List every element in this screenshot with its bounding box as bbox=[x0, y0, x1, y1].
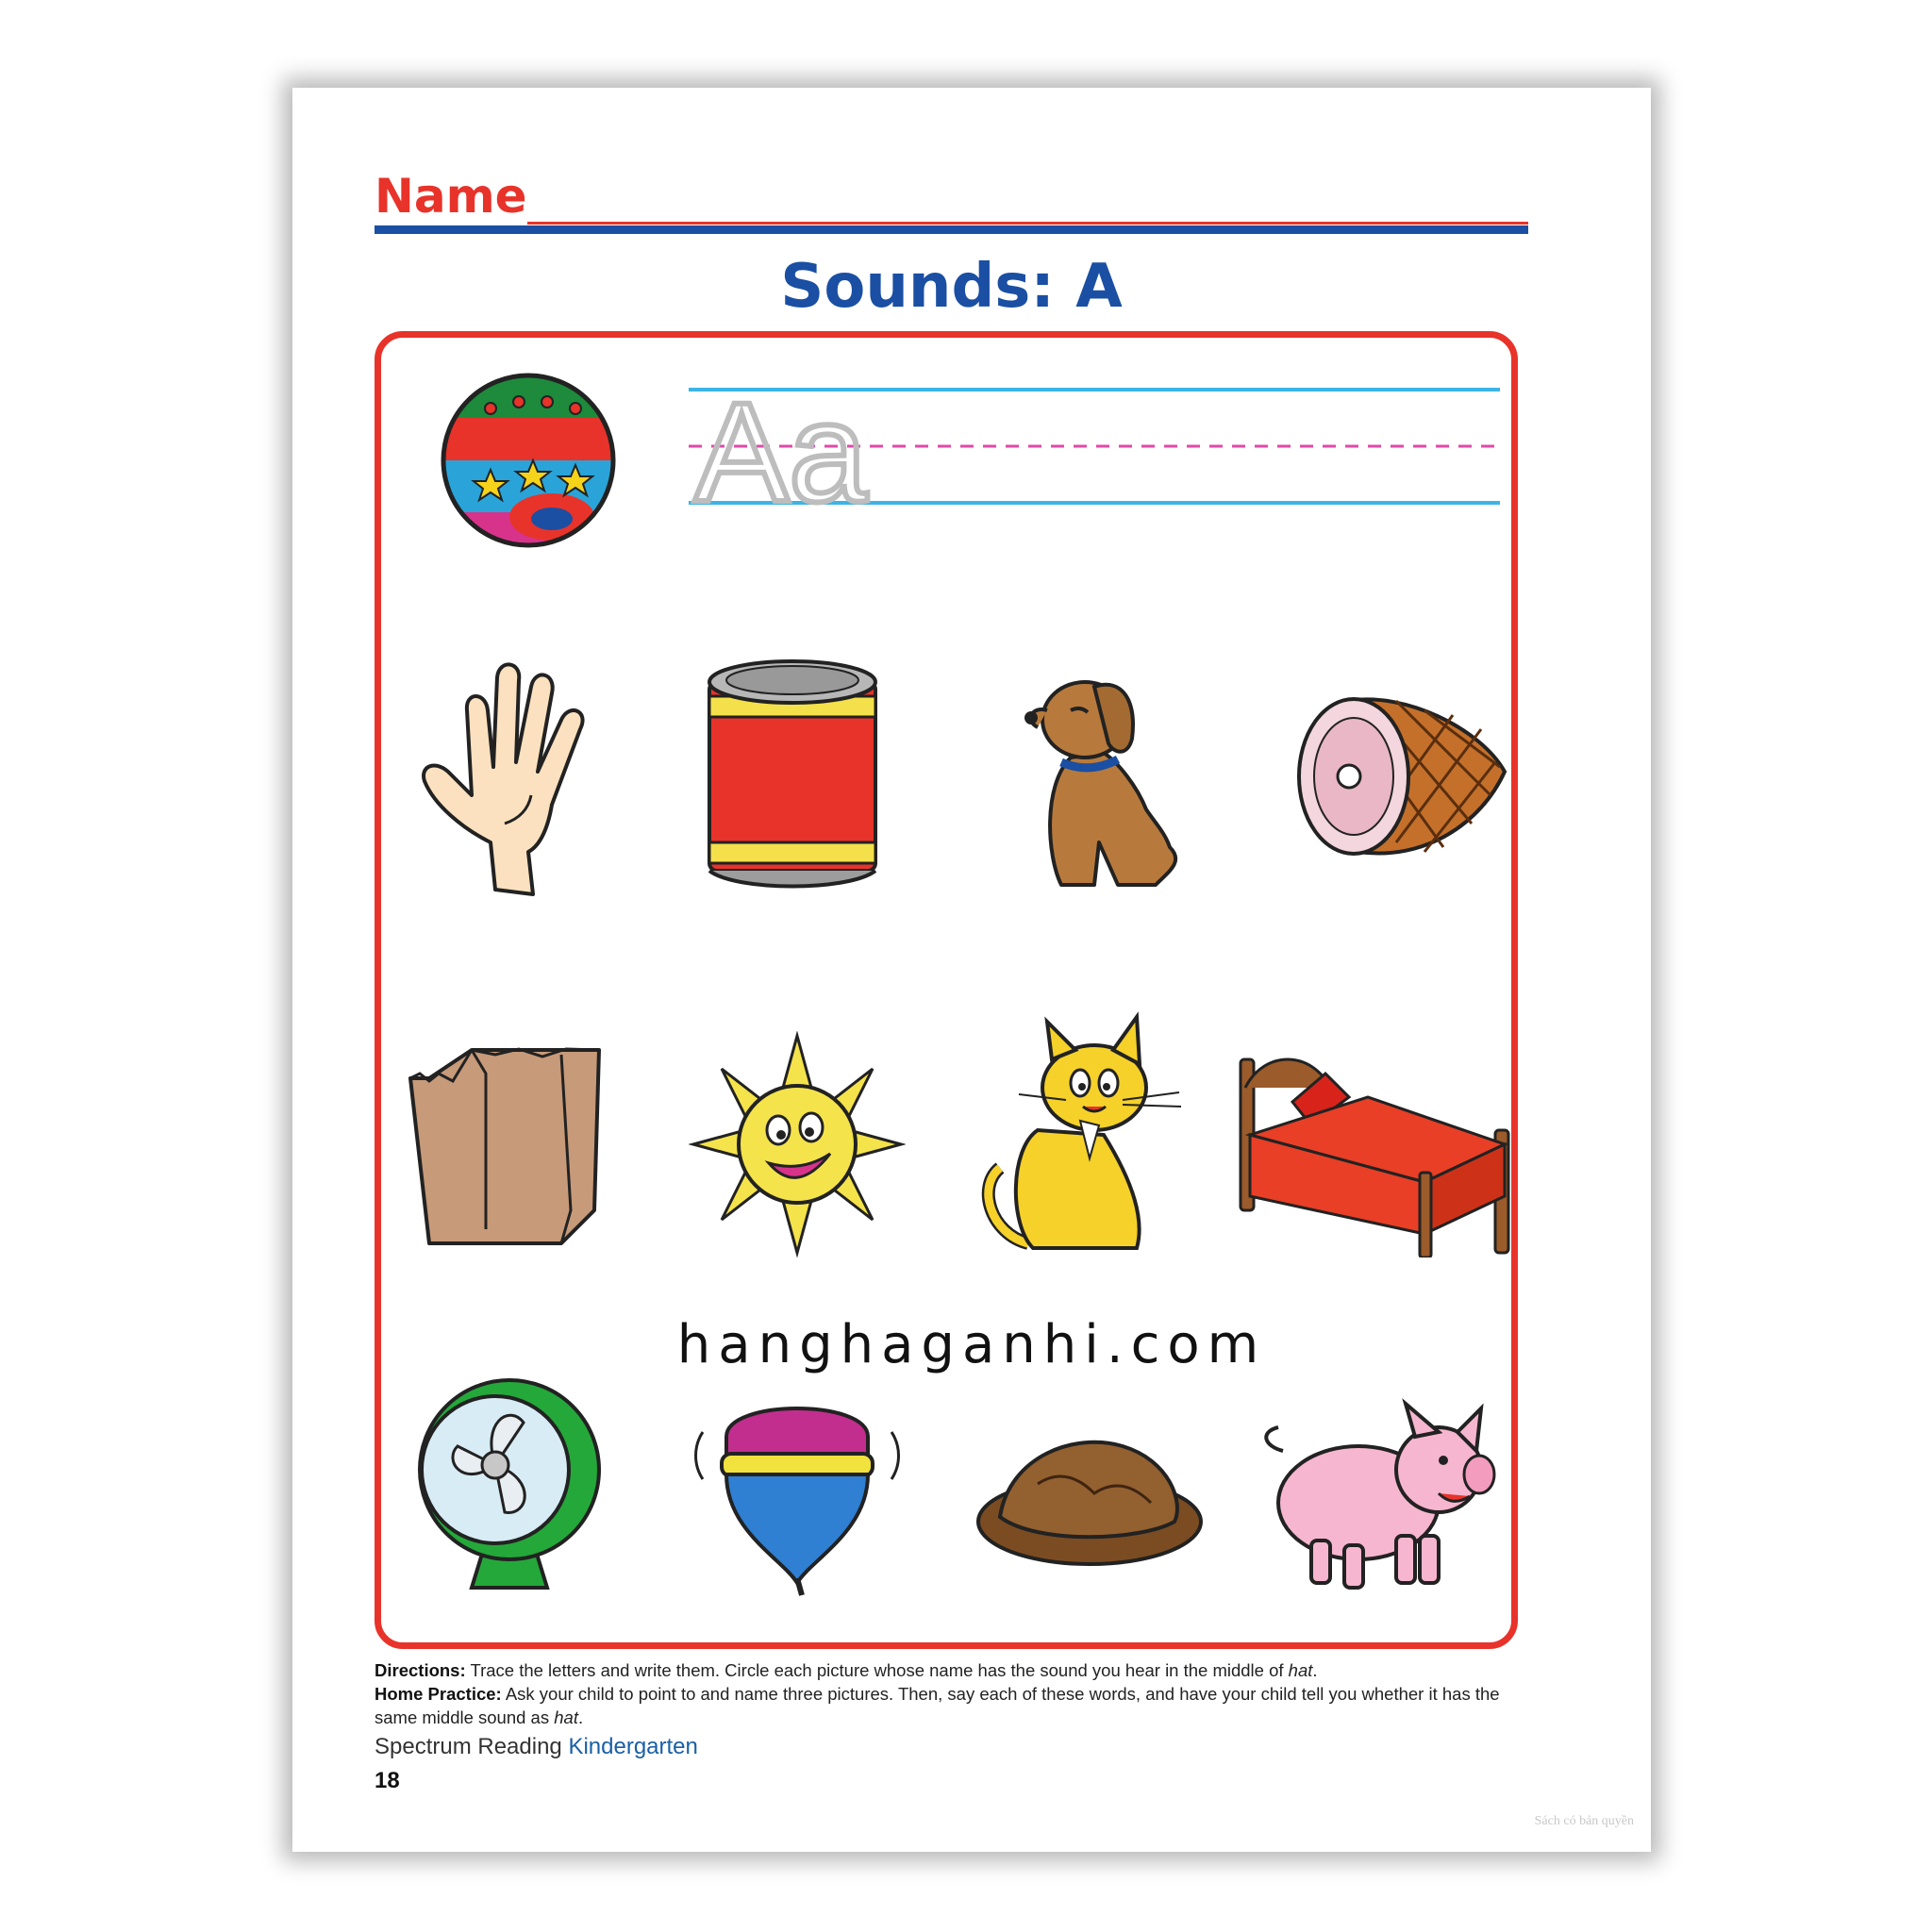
page-title: Sounds: A bbox=[780, 252, 1123, 322]
home-practice-word: hat bbox=[554, 1707, 578, 1727]
directions-block bbox=[375, 1658, 1525, 1729]
name-label: Name bbox=[375, 169, 527, 224]
page-number: 18 bbox=[375, 1768, 400, 1793]
watermark-text: hanghaganhi.com bbox=[676, 1314, 1267, 1375]
copyright-note: Sách có bản quyền bbox=[1534, 1814, 1634, 1828]
top-picture[interactable] bbox=[689, 1380, 906, 1597]
tracing-area[interactable] bbox=[689, 380, 1500, 512]
home-practice-line: Home Practice: Ask your child to point to and name three pictures. Then, say each of these words, and have your child tell you whether it has the same middle sound as hat. bbox=[375, 1684, 1500, 1727]
worksheet-page bbox=[292, 88, 1651, 1852]
ham-picture[interactable] bbox=[1292, 682, 1509, 871]
trace-letters: Aa bbox=[694, 380, 868, 512]
brand-level: Kindergarten bbox=[568, 1734, 698, 1759]
fan-picture[interactable] bbox=[406, 1375, 613, 1602]
directions-word: hat bbox=[1288, 1660, 1313, 1680]
name-writing-line[interactable] bbox=[527, 222, 1528, 225]
home-practice-label: Home Practice: bbox=[375, 1684, 502, 1704]
footer-brand bbox=[375, 1734, 698, 1760]
nut-picture[interactable] bbox=[972, 1427, 1208, 1578]
can-picture[interactable] bbox=[698, 654, 887, 899]
header-rule bbox=[375, 225, 1528, 234]
bed-picture[interactable] bbox=[1236, 1031, 1519, 1257]
directions-text: Trace the letters and write them. Circle each picture whose name has the sound you hear in the middle of bbox=[470, 1660, 1284, 1680]
directions-line: Directions: Trace the letters and write them. Circle each picture whose name has the sound you hear in the middle of hat. bbox=[375, 1660, 1318, 1680]
sun-picture[interactable] bbox=[689, 1031, 906, 1257]
bag-picture[interactable] bbox=[406, 1036, 613, 1253]
brand-name: Spectrum Reading bbox=[375, 1734, 562, 1759]
dog-picture[interactable] bbox=[1005, 654, 1193, 899]
ball-picture[interactable] bbox=[434, 366, 623, 555]
home-practice-text: Ask your child to point to and name three pictures. Then, say each of these words, and have your child tell you whether it has the same middle sound as bbox=[375, 1684, 1500, 1727]
directions-label: Directions: bbox=[375, 1660, 466, 1680]
cat-picture[interactable] bbox=[972, 1008, 1208, 1262]
hand-picture[interactable] bbox=[410, 654, 608, 899]
pig-picture[interactable] bbox=[1255, 1394, 1500, 1592]
